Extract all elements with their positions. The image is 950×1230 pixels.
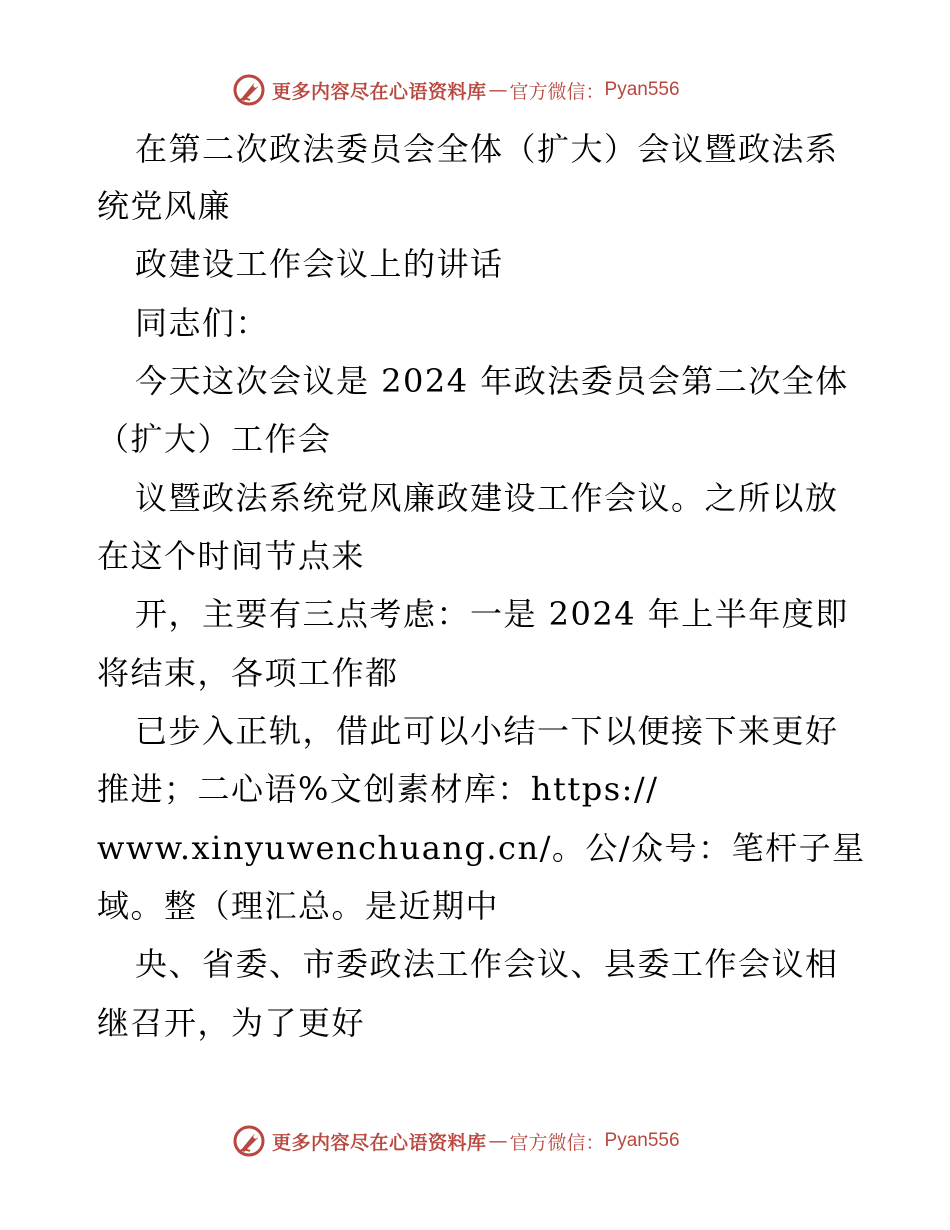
body-line: 开，主要有三点考虑：一是 2024 年上半年度即 xyxy=(135,595,849,633)
banner-separator: — xyxy=(488,1130,508,1152)
banner-slogan: 更多内容尽在心语资料库 xyxy=(272,1131,487,1154)
pen-nib-logo-icon xyxy=(232,73,266,107)
body-line: 在第二次政法委员会全体（扩大）会议暨政法系 xyxy=(135,130,839,168)
banner-wechat-label: 官方微信： xyxy=(509,1131,605,1154)
banner-slogan: 更多内容尽在心语资料库 xyxy=(272,80,487,103)
body-line: 今天这次会议是 2024 年政法委员会第二次全体 xyxy=(135,362,849,400)
body-line: 统党风廉 xyxy=(97,187,232,225)
body-line: 央、省委、市委政法工作会议、县委工作会议相 xyxy=(135,945,839,983)
body-line: 同志们： xyxy=(135,304,270,342)
body-line: 将结束，各项工作都 xyxy=(97,654,399,692)
footer-watermark-banner xyxy=(232,1121,680,1161)
body-line: 在这个时间节点来 xyxy=(97,537,366,575)
body-line: （扩大）工作会 xyxy=(97,420,332,458)
body-line: 推进；二心语%文创素材库：https:// xyxy=(97,770,659,808)
body-line: 政建设工作会议上的讲话 xyxy=(135,245,504,283)
body-line: 域。整（理汇总。是近期中 xyxy=(97,887,500,925)
banner-wechat-id: Pyan556 xyxy=(604,79,680,100)
banner-separator: — xyxy=(488,79,508,101)
banner-wechat-label: 官方微信： xyxy=(509,80,605,103)
body-line: 已步入正轨，借此可以小结一下以便接下来更好 xyxy=(135,712,839,750)
body-line: www.xinyuwenchuang.cn/。公/众号：笔杆子星 xyxy=(97,829,866,867)
pen-nib-logo-icon xyxy=(232,1124,266,1158)
banner-wechat-id: Pyan556 xyxy=(604,1130,680,1151)
body-line: 继召开，为了更好 xyxy=(97,1004,366,1042)
header-watermark-banner xyxy=(232,70,680,110)
body-line: 议暨政法系统党风廉政建设工作会议。之所以放 xyxy=(135,479,839,517)
